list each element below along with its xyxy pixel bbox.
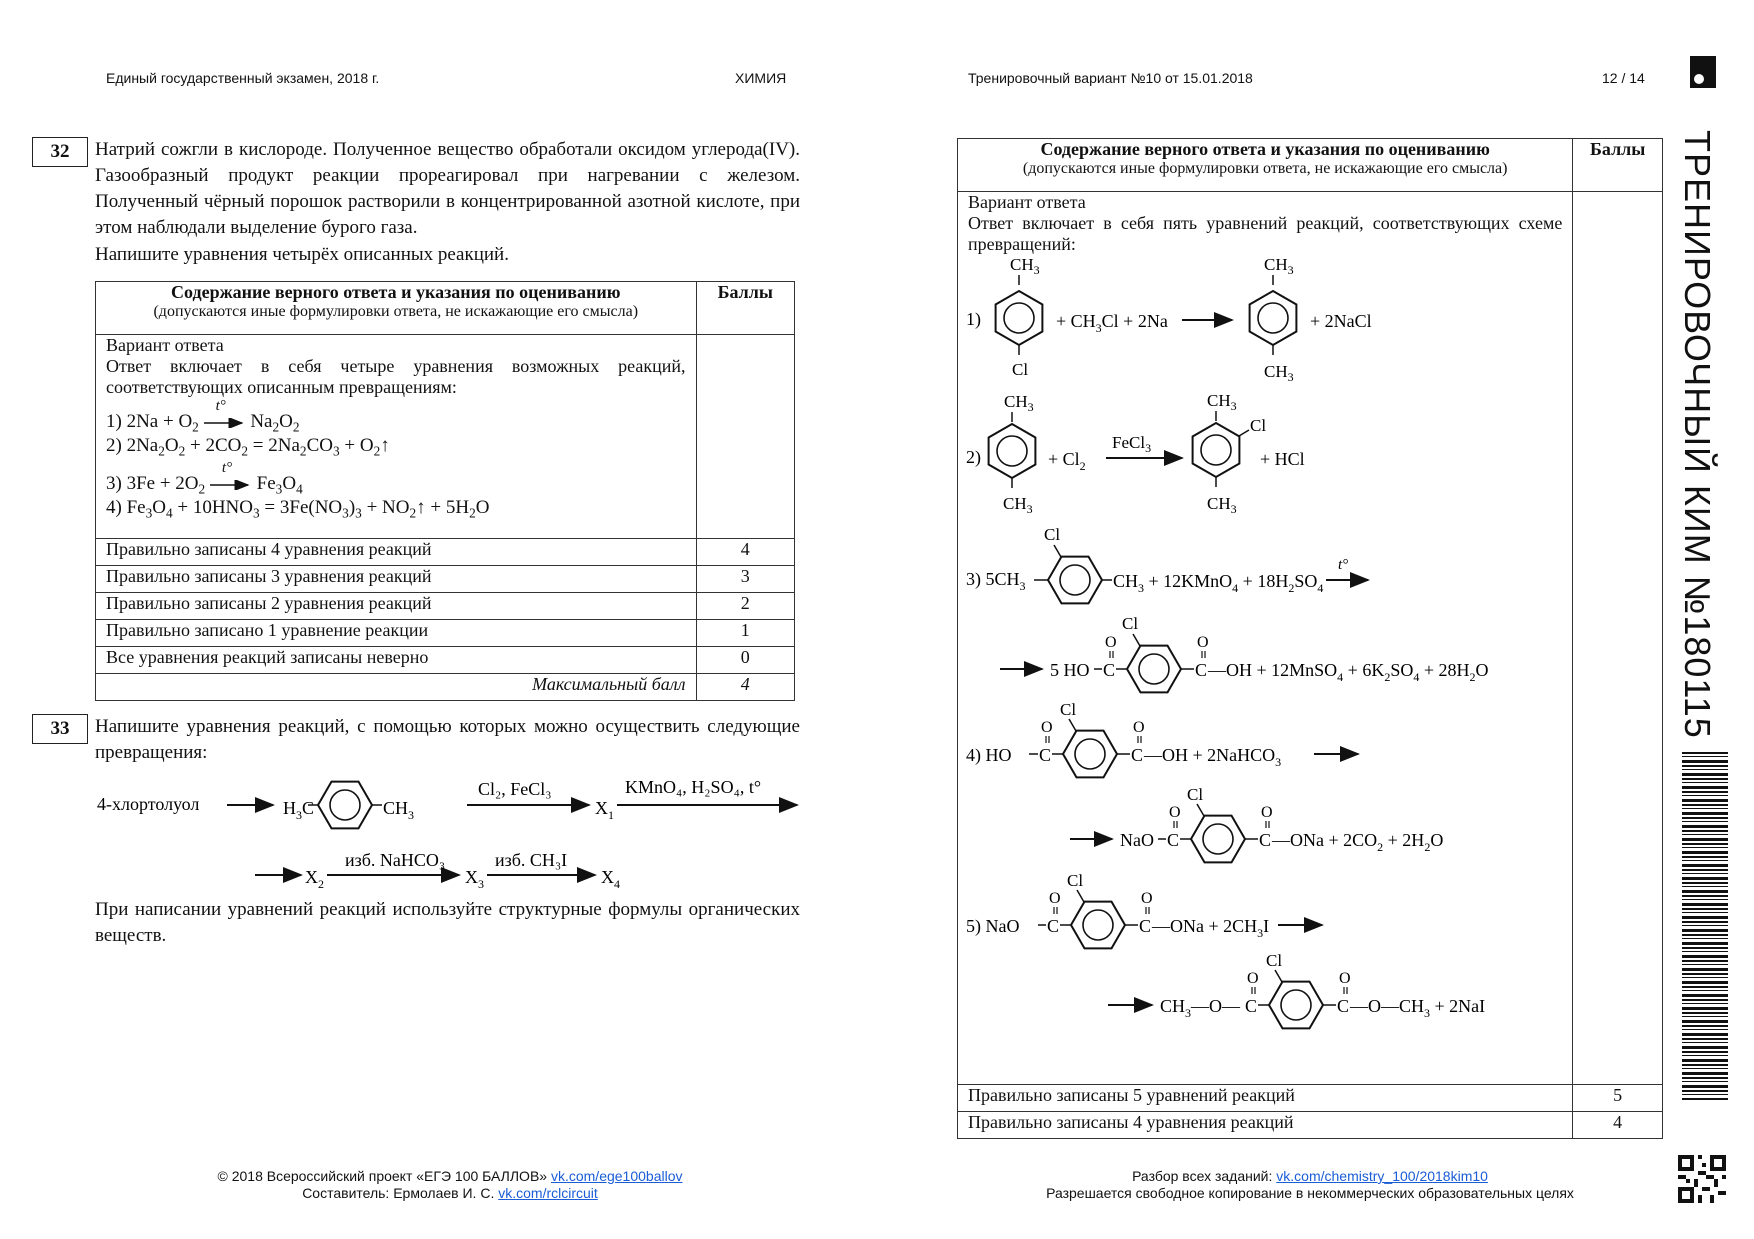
scheme-reagent-1: Cl₂, FeCl₃ xyxy=(478,779,552,799)
q33-header-main: Содержание верного ответа и указания по оцениванию xyxy=(1040,139,1490,159)
reaction-5 xyxy=(966,871,1485,1028)
svg-text:Cl: Cl xyxy=(1250,416,1267,435)
svg-text:C: C xyxy=(1259,830,1272,850)
svg-text:Cl: Cl xyxy=(1187,785,1204,804)
scheme-reagent-3: изб. NaHCO₃ xyxy=(345,850,446,870)
svg-text:CH3: $CH_3$ xyxy=(1010,255,1040,277)
q32-row-0-text: Все уравнения реакций записаны неверно xyxy=(96,647,697,674)
svg-text:O: O xyxy=(1261,804,1273,821)
footer-author: Составитель: Ермолаев И. С. xyxy=(302,1185,495,1201)
svg-text:1): 1) xyxy=(966,309,981,329)
scheme-start: 4-хлортолуол xyxy=(97,794,200,814)
svg-text:Cl: Cl xyxy=(1060,700,1077,719)
svg-text:O: O xyxy=(1133,719,1145,736)
svg-text:C: C xyxy=(1139,916,1152,936)
svg-text:CH3: $CH_3$ xyxy=(1207,391,1237,413)
svg-text:X3: $X_3$ xyxy=(465,867,484,891)
q32-header-main: Содержание верного ответа и указания по оцениванию xyxy=(171,282,621,302)
svg-text:5) NaO: 5) NaO xyxy=(966,916,1020,936)
svg-text:—OH + 2NaHCO3: —OH + 2NaHCO$_3$ xyxy=(1144,745,1282,769)
header-variant: Тренировочный вариант №10 от 15.01.2018 xyxy=(968,70,1253,86)
svg-text:C: C xyxy=(1047,916,1060,936)
svg-text:4) HO: 4) HO xyxy=(966,745,1012,765)
question-32-text: Натрий сожгли в кислороде. Полученное вещество обработали оксидом углерода(IV). Газообразный продукт реакции прореагировал при нагревании с железом. Полученный чёрный порошок растворили в концентрированной азотной кислоте, при этом наблюдали выделение бурого газа. xyxy=(95,139,800,238)
svg-text:Cl: Cl xyxy=(1122,614,1139,633)
q32-equation-3: 3) $3Fe + 2O_2$ t° $Fe_3O_4$ xyxy=(106,460,303,497)
q32-header-points: Баллы xyxy=(696,282,794,335)
q33-answer-label: Вариант ответа xyxy=(968,192,1086,212)
question-32-table xyxy=(95,281,795,701)
svg-text:2): 2) xyxy=(966,447,981,467)
svg-text:+ CH3Cl + 2Na: + $CH_3Cl + 2Na$ xyxy=(1056,311,1168,335)
footer-license: Разрешается свободное копирование в некоммерческих образовательных целях xyxy=(1046,1185,1574,1201)
svg-text:C: C xyxy=(1131,745,1144,765)
q33-reaction-schemes xyxy=(960,255,1560,1075)
q33-row-5-points: 5 xyxy=(1573,1085,1663,1112)
question-33-text: Напишите уравнения реакций, с помощью которых можно осуществить следующие превращения: xyxy=(95,716,800,763)
svg-text:CH3—O—: $CH_3—O—$ xyxy=(1160,996,1241,1020)
svg-text:—ONa + 2CO2 + 2H2O: —ONa + $2CO_2 + 2H_2O$ xyxy=(1272,830,1444,854)
svg-text:O: O xyxy=(1141,890,1153,907)
footer-copyright: © 2018 Всероссийский проект «ЕГЭ 100 БАЛЛОВ» xyxy=(217,1168,548,1184)
svg-text:+ Cl2: + $Cl_2$ xyxy=(1048,449,1086,473)
q32-row-4-text: Правильно записаны 4 уравнения реакций xyxy=(96,539,697,566)
q32-row-2-points: 2 xyxy=(696,593,794,620)
svg-text:CH3: $CH_3$ xyxy=(1003,494,1033,516)
question-33-note: При написании уравнений реакций используйте структурные формулы органических веществ. xyxy=(95,899,800,946)
q33-row-4-points: 4 xyxy=(1573,1112,1663,1139)
q33-row-4-text: Правильно записаны 4 уравнения реакций xyxy=(958,1112,1573,1139)
svg-text:C: C xyxy=(1245,996,1258,1016)
svg-text:O: O xyxy=(1247,970,1259,987)
svg-text:X1: $X_1$ xyxy=(595,798,614,822)
svg-text:O: O xyxy=(1197,634,1209,651)
svg-text:—ONa + 2CH3I: —ONa + $2CH_3I$ xyxy=(1152,916,1270,940)
svg-text:C: C xyxy=(1167,830,1180,850)
q32-max-label: Максимальный балл xyxy=(96,674,697,701)
question-33-answer-table xyxy=(957,138,1663,1139)
footer-left xyxy=(0,1168,900,1202)
question-33-number: 33 xyxy=(32,714,88,744)
svg-text:O: O xyxy=(1339,970,1351,987)
q33-row-5-text: Правильно записаны 5 уравнений реакций xyxy=(958,1085,1573,1112)
svg-text:CH3: $CH_3$ xyxy=(1004,392,1034,414)
svg-text:Cl: Cl xyxy=(1067,871,1084,890)
q32-row-2-text: Правильно записаны 2 уравнения реакций xyxy=(96,593,697,620)
svg-text:CH3 + 12KMnO4 + 18H2SO4: $CH_3$ + 12KMnO$_4$ + $18H_2SO_4$ xyxy=(1113,571,1324,595)
footer-link-author[interactable]: vk.com/rclcircuit xyxy=(498,1185,598,1201)
reaction-4 xyxy=(966,700,1443,862)
footer-link-ege100[interactable]: vk.com/ege100ballov xyxy=(550,1168,683,1184)
corner-logo xyxy=(1690,56,1716,88)
q32-equation-2: 2) $2Na_2O_2 + 2CO_2 = 2Na_2CO_3$ + $O_2↑$ xyxy=(106,435,390,459)
q32-row-4-points: 4 xyxy=(696,539,794,566)
q32-answer-label: Вариант ответа xyxy=(106,335,224,355)
header-page-number: 12 / 14 xyxy=(1602,70,1645,86)
q32-header-sub: (допускаются иные формулировки ответа, не искажающие его смысла) xyxy=(153,303,639,320)
q33-answer-intro: Ответ включает в себя пять уравнений реакций, соответствующих схеме превращений: xyxy=(968,213,1563,254)
svg-text:H3C: $H_3C$ xyxy=(283,798,315,822)
svg-text:NaO: NaO xyxy=(1120,830,1154,850)
svg-text:CH3: $CH_3$ xyxy=(383,798,415,822)
reaction-3 xyxy=(966,525,1489,692)
footer-analysis-label: Разбор всех заданий: xyxy=(1132,1168,1273,1184)
svg-text:O: O xyxy=(1041,719,1053,736)
svg-text:3) 5CH3: 3) $5CH_3$ xyxy=(966,569,1026,593)
svg-text:—OH + 12MnSO4 + 6K2SO4 + 28H2O: —OH + 12MnSO$_4$ + $6K_2SO_4 + 28H_2O$ xyxy=(1208,660,1489,684)
q32-row-1-text: Правильно записано 1 уравнение реакции xyxy=(96,620,697,647)
q32-equation-1: 1) $2Na + O_2$ t° $Na_2O_2$ xyxy=(106,398,300,435)
q32-row-1-points: 1 xyxy=(696,620,794,647)
svg-text:+ HCl: + HCl xyxy=(1260,449,1305,469)
scheme-reagent-2: KMnO₄, H₂SO₄, t° xyxy=(625,777,762,797)
svg-text:5 HO: 5 HO xyxy=(1050,660,1090,680)
svg-text:t°: t° xyxy=(1338,557,1349,573)
svg-text:CH3: $CH_3$ xyxy=(1207,494,1237,516)
svg-text:C: C xyxy=(1103,660,1116,680)
svg-text:O: O xyxy=(1049,890,1061,907)
q32-row-0-points: 0 xyxy=(696,647,794,674)
svg-text:O: O xyxy=(1169,804,1181,821)
svg-text:X2: $X_2$ xyxy=(305,867,324,891)
footer-link-analysis[interactable]: vk.com/chemistry_100/2018kim10 xyxy=(1276,1168,1488,1184)
side-title: ТРЕНИРОВОЧНЫЙ КИМ №180115 xyxy=(1677,130,1718,739)
svg-text:—O—CH3 + 2NaI: $—O—CH_3 + 2NaI$ xyxy=(1350,996,1486,1020)
q32-row-3-points: 3 xyxy=(696,566,794,593)
svg-text:FeCl3: FeCl$_3$ xyxy=(1112,433,1152,455)
svg-text:C: C xyxy=(1337,996,1350,1016)
svg-text:Cl: Cl xyxy=(1266,951,1283,970)
q32-answer-intro: Ответ включает в себя четыре уравнения возможных реакций, соответствующих описанным превращениям: xyxy=(106,356,686,397)
reaction-1 xyxy=(966,255,1372,384)
qr-code xyxy=(1678,1155,1726,1203)
q32-equation-4: 4) $Fe_3O_4 + 10HNO_3 = 3Fe(NO_3)_3$ + $NO_2↑ + 5H_2O$ xyxy=(106,497,490,521)
svg-text:C: C xyxy=(1195,660,1208,680)
svg-text:Cl: Cl xyxy=(1012,360,1029,379)
question-32-task: Напишите уравнения четырёх описанных реакций. xyxy=(95,244,509,265)
q33-header-sub: (допускаются иные формулировки ответа, не искажающие его смысла) xyxy=(1022,160,1508,177)
scheme-reagent-4: изб. CH₃I xyxy=(495,850,568,870)
svg-text:X4: $X_4$ xyxy=(601,867,620,891)
svg-text:+ 2NaCl: + 2NaCl xyxy=(1310,311,1372,331)
question-33-scheme xyxy=(95,765,805,895)
reaction-2 xyxy=(966,391,1305,516)
svg-text:CH3: $CH_3$ xyxy=(1264,362,1294,384)
header-subject: ХИМИЯ xyxy=(735,70,787,86)
svg-text:Cl: Cl xyxy=(1044,525,1061,544)
svg-text:O: O xyxy=(1105,634,1117,651)
footer-right xyxy=(960,1168,1660,1202)
svg-text:CH3: $CH_3$ xyxy=(1264,255,1294,277)
q32-row-3-text: Правильно записаны 3 уравнения реакций xyxy=(96,566,697,593)
question-32-number: 32 xyxy=(32,137,88,167)
q32-max-points: 4 xyxy=(696,674,794,701)
svg-text:C: C xyxy=(1039,745,1052,765)
barcode xyxy=(1682,752,1728,1100)
q33-header-points: Баллы xyxy=(1573,139,1663,192)
header-exam-title: Единый государственный экзамен, 2018 г. xyxy=(106,70,380,86)
